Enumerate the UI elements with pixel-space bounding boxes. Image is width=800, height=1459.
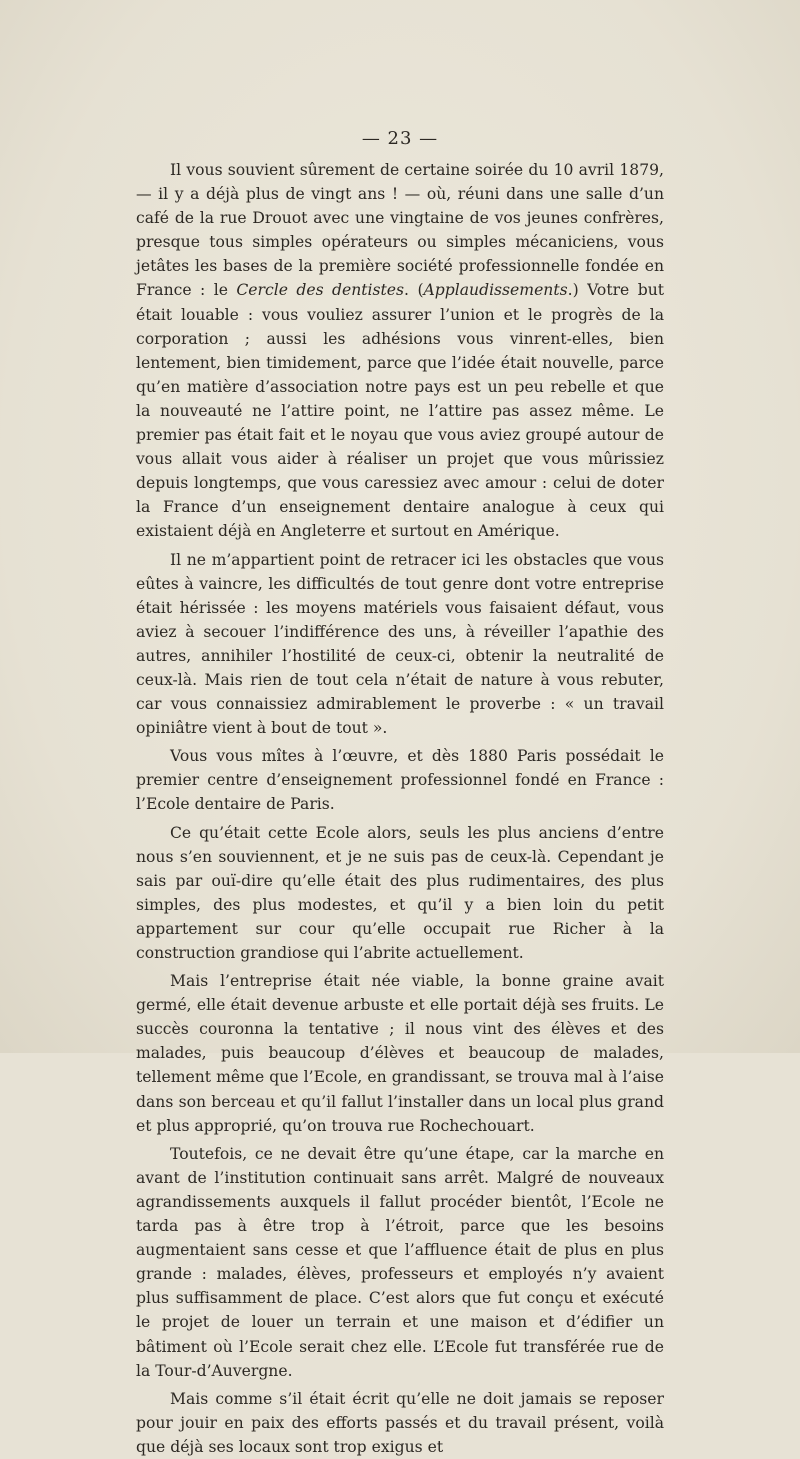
paragraph-1 — [136, 158, 664, 544]
italic-cercle-des-dentistes: Cercle des dentistes — [236, 281, 405, 300]
page-number: — 23 — — [361, 128, 439, 149]
paragraph-1-text-a: Il vous souvient sûrement de certaine soirée du 10 avril 1879, — il y a déjà plus de vingt ans ! — où, réuni dans une salle d’un café de la rue Drouot avec une vingtaine de vos jeunes confrères, presque tous simples opérateurs ou simples mécaniciens, vous jetâtes les bases de la première société professionnelle fondée en France : le — [136, 161, 664, 300]
paragraph-6: Toutefois, ce ne devait être qu’une étape, car la marche en avant de l’institution continuait sans arrêt. Malgré de nouveaux agrandissements auxquels il fallut procéder bientôt, l’Ecole ne tarda pas à être trop à l’étroit, parce que les besoins augmentaient sans cesse et que l’affluence était de plus en plus grande : malades, élèves, professeurs et employés n’y avaient plus suffisamment de place. C’est alors que fut conçu et exécuté le projet de louer un terrain et une maison et d’édifier un bâtiment où l’Ecole serait chez elle. L’Ecole fut transférée rue de la Tour-d’Auvergne. — [136, 1144, 664, 1380]
paragraph-1-text-b: . ( — [404, 281, 424, 300]
paragraph-4: Ce qu’était cette Ecole alors, seuls les plus anciens d’entre nous s’en souviennent, et je ne suis pas de ceux-là. Cependant je sais par ouï-dire qu’elle était des plus rudimentaires, des plus simples, des plus modestes, et qu’il y a bien loin du petit appartement sur cour qu’elle occupait rue Richer à la construction grandiose qui l’abrite actuellement. — [136, 823, 664, 962]
body-text — [136, 158, 664, 1459]
paragraph-1-text-c: .) Votre but était louable : vous vouliez assurer l’union et le progrès de la corporation ; aussi les adhésions vous vinrent-elles, bien lentement, bien timidement, parce que l’idée était nouvelle, parce qu’en matière d’association notre pays est un peu rebelle et que la nouveauté ne l’attire point, ne l’attire pas assez même. Le premier pas était fait et le noyau que vous aviez groupé autour de vous allait vous aider à réaliser un projet que vous mûrissiez depuis longtemps, que vous caressiez avec amour : celui de doter la France d’un enseignement dentaire analogue à ceux qui existaient déjà en Angleterre et surtout en Amérique. — [136, 281, 665, 541]
paragraph-3: Vous vous mîtes à l’œuvre, et dès 1880 Paris possédait le premier centre d’enseignement professionnel fondé en France : l’Ecole dentaire de Paris. — [136, 747, 664, 814]
paragraph-7: Mais comme s’il était écrit qu’elle ne doit jamais se reposer pour jouir en paix des efforts passés et du travail présent, voilà que déjà ses locaux sont trop exigus et — [136, 1389, 664, 1456]
paragraph-2: Il ne m’appartient point de retracer ici les obstacles que vous eûtes à vaincre, les difficultés de tout genre dont votre entreprise était hérissée : les moyens matériels vous faisaient défaut, vous aviez à secouer l’indifférence des uns, à réveiller l’apathie des autres, annihiler l’hostilité de ceux-ci, obtenir la neutralité de ceux-là. Mais rien de tout cela n’était de nature à vous rebuter, car vous connaissiez admirablement le proverbe : « un travail opiniâtre vient à bout de tout ». — [136, 550, 664, 738]
italic-applaudissements: Applaudissements — [423, 281, 568, 300]
paragraph-5: Mais l’entreprise était née viable, la bonne graine avait germé, elle était devenue arbuste et elle portait déjà ses fruits. Le succès couronna la tentative ; il nous vint des élèves et des malades, puis beaucoup d’élèves et beaucoup de malades, tellement même que l’Ecole, en grandissant, se trouva mal à l’aise dans son berceau et qu’il fallut l’installer dans un local plus grand et plus approprié, qu’on trouva rue Rochechouart. — [136, 972, 664, 1135]
